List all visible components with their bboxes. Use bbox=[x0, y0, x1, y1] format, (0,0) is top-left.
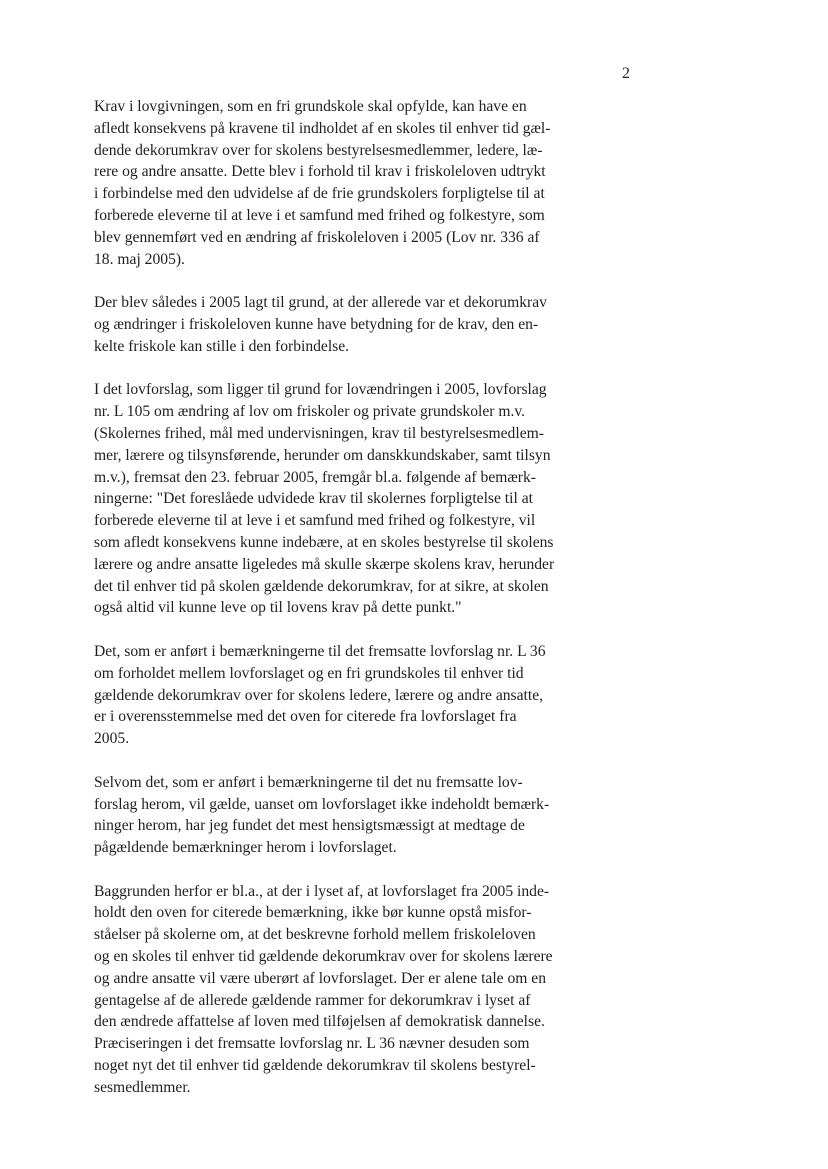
text-line: noget nyt det til enhver tid gældende dekorumkrav til skolens bestyrel- bbox=[94, 1057, 536, 1075]
text-line: om forholdet mellem lovforslaget og en fri grundskoles til enhver tid bbox=[94, 664, 524, 682]
text-line: m.v.), fremsat den 23. februar 2005, fremgår bl.a. følgende af bemærk- bbox=[94, 468, 536, 486]
text-line: mer, lærere og tilsynsførende, herunder om danskkundskaber, samt tilsyn bbox=[94, 446, 551, 464]
text-line: Der blev således i 2005 lagt til grund, at der allerede var et dekorumkrav bbox=[94, 294, 547, 312]
text-line: som afledt konsekvens kunne indebære, at en skoles bestyrelse til skolens bbox=[94, 533, 554, 551]
text-line: Det, som er anført i bemærkningerne til det fremsatte lovforslag nr. L 36 bbox=[94, 642, 546, 660]
text-line: gældende dekorumkrav over for skolens ledere, lærere og andre ansatte, bbox=[94, 686, 544, 704]
text-line: blev gennemført ved en ændring af friskoleloven i 2005 (Lov nr. 336 af bbox=[94, 228, 540, 246]
text-line: gentagelse af de allerede gældende rammer for dekorumkrav i lyset af bbox=[94, 991, 531, 1009]
text-line: lærere og andre ansatte ligeledes må skulle skærpe skolens krav, herunder bbox=[94, 555, 555, 573]
text-line: ståelser på skolerne om, at det beskrevne forhold mellem friskoleloven bbox=[94, 926, 536, 944]
text-line: forslag herom, vil gælde, uanset om lovforslaget ikke indeholdt bemærk- bbox=[94, 795, 550, 813]
text-line: rere og andre ansatte. Dette blev i forhold til krav i friskoleloven udtrykt bbox=[94, 163, 546, 181]
text-line: det til enhver tid på skolen gældende dekorumkrav, for at sikre, at skolen bbox=[94, 577, 549, 595]
text-line: 18. maj 2005). bbox=[94, 250, 185, 268]
text-line: Krav i lovgivningen, som en fri grundskole skal opfylde, kan have en bbox=[94, 98, 527, 115]
text-line: pågældende bemærkninger herom i lovforslaget. bbox=[94, 839, 397, 857]
text-line: kelte friskole kan stille i den forbindelse. bbox=[94, 337, 350, 355]
text-line: dende dekorumkrav over for skolens bestyrelsesmedlemmer, ledere, læ- bbox=[94, 141, 543, 159]
paragraph-2 bbox=[94, 292, 574, 357]
text-line: afledt konsekvens på kravene til indholdet af en skoles til enhver tid gæl- bbox=[94, 119, 551, 137]
paragraph-4 bbox=[94, 641, 574, 750]
text-line: Baggrunden herfor er bl.a., at der i lyset af, at lovforslaget fra 2005 inde- bbox=[94, 882, 550, 900]
text-line: og en skoles til enhver tid gældende dekorumkrav over for skolens lærere bbox=[94, 948, 553, 966]
text-line: forberede eleverne til at leve i et samfund med frihed og folkestyre, som bbox=[94, 206, 545, 224]
text-line: den ændrede affattelse af loven med tilføjelsen af demokratisk dannelse. bbox=[94, 1013, 545, 1031]
document-body bbox=[94, 96, 574, 1120]
page-number: 2 bbox=[622, 65, 630, 82]
text-line: ninger herom, har jeg fundet det mest hensigtsmæssigt at medtage de bbox=[94, 817, 525, 835]
text-line: Præciseringen i det fremsatte lovforslag nr. L 36 nævner desuden som bbox=[94, 1035, 530, 1053]
text-line: Selvom det, som er anført i bemærkningerne til det nu fremsatte lov- bbox=[94, 773, 523, 791]
text-line: er i overensstemmelse med det oven for citerede fra lovforslaget fra bbox=[94, 708, 517, 726]
text-line: holdt den oven for citerede bemærkning, ikke bør kunne opstå misfor- bbox=[94, 904, 532, 922]
text-line: også altid vil kunne leve op til lovens krav på dette punkt." bbox=[94, 599, 462, 617]
text-line: forberede eleverne til at leve i et samfund med frihed og folkestyre, vil bbox=[94, 512, 536, 530]
text-line: nr. L 105 om ændring af lov om friskoler og private grundskoler m.v. bbox=[94, 403, 526, 421]
text-line: og ændringer i friskoleloven kunne have betydning for de krav, den en- bbox=[94, 315, 539, 333]
text-line: I det lovforslag, som ligger til grund for lovændringen i 2005, lovforslag bbox=[94, 381, 547, 399]
paragraph-1 bbox=[94, 96, 574, 270]
text-line: 2005. bbox=[94, 730, 130, 748]
text-line: sesmedlemmer. bbox=[94, 1078, 191, 1096]
paragraph-6 bbox=[94, 881, 574, 1099]
text-line: (Skolernes frihed, mål med undervisningen, krav til bestyrelsesmedlem- bbox=[94, 424, 544, 442]
text-line: og andre ansatte vil være uberørt af lovforslaget. Der er alene tale om en bbox=[94, 969, 547, 987]
paragraph-3 bbox=[94, 379, 574, 619]
text-line: ningerne: "Det foreslåede udvidede krav til skolernes forpligtelse til at bbox=[94, 490, 533, 508]
text-line: i forbindelse med den udvidelse af de frie grundskolers forpligtelse til at bbox=[94, 185, 545, 203]
paragraph-5 bbox=[94, 772, 574, 859]
